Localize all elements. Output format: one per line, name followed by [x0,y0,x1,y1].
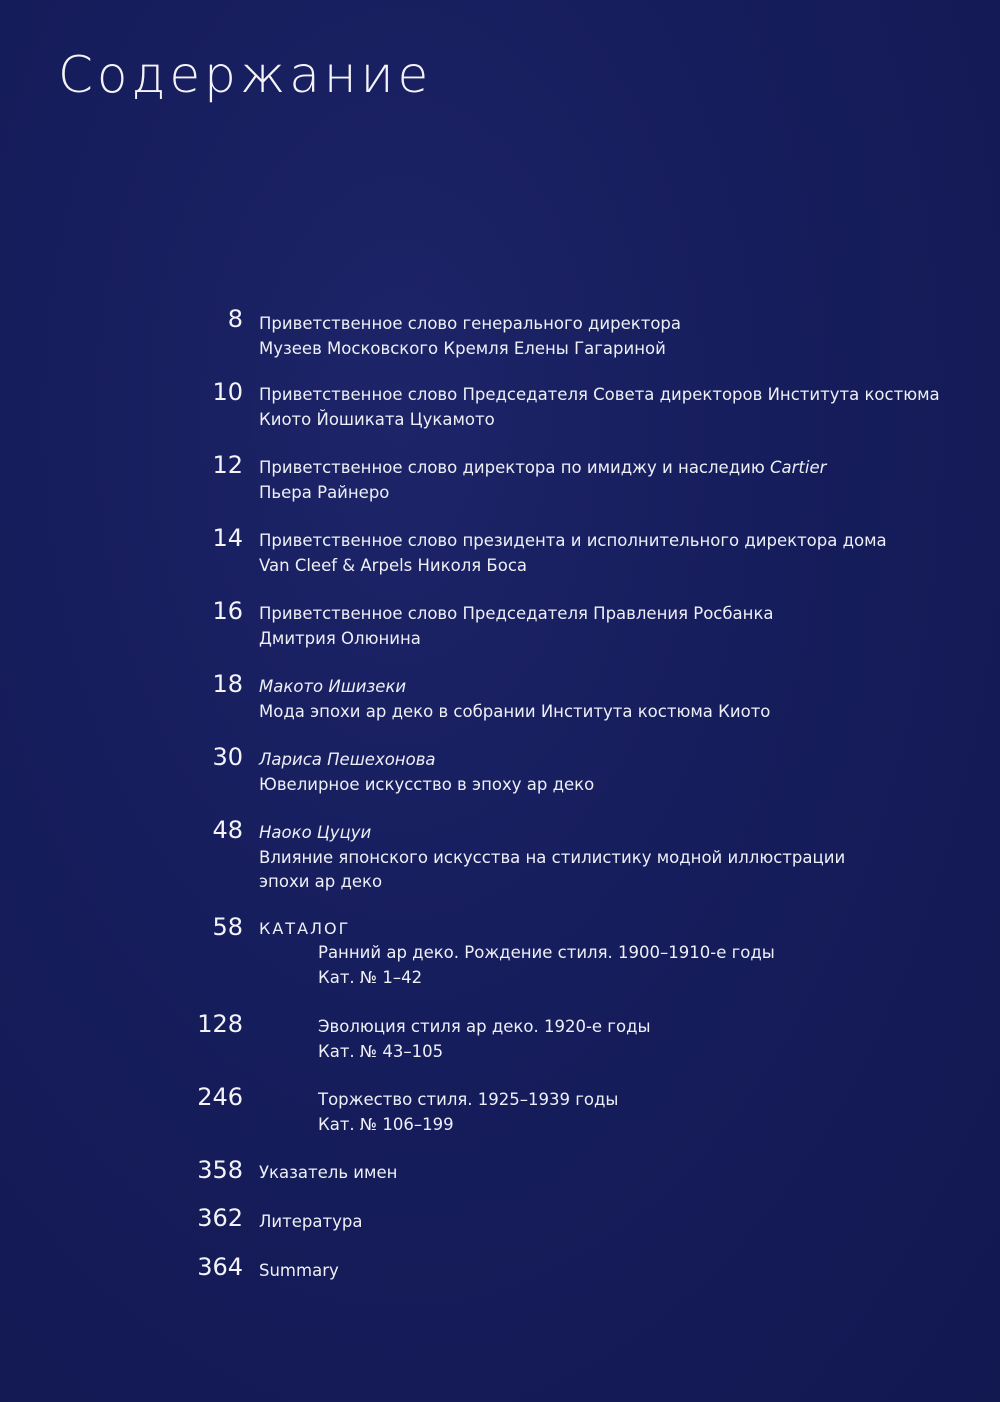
toc-entry-brand: Cartier [769,458,827,477]
toc-entry-text [259,602,774,651]
toc-entry-line: Ранний ар деко. Рождение стиля. 1900–1910-е годы [318,943,775,962]
toc-page-number: 358 [197,1156,243,1184]
toc-page-number: 18 [212,670,243,698]
toc-entry-text [259,1161,397,1186]
toc-entry-line: эпохи ар деко [259,872,383,891]
toc-entry-text [318,1088,618,1137]
toc-entry-text [259,675,770,724]
toc-page-number: 128 [197,1010,243,1038]
toc-entry-text [259,529,887,578]
toc-entry-line: Дмитрия Олюнина [259,628,421,648]
toc-entry-line: Торжество стиля. 1925–1939 годы [318,1090,619,1109]
toc-entry-line: Музеев Московского Кремля Елены Гагариной [259,338,666,358]
catalog-label: КАТАЛОГ [259,919,351,938]
toc-page-number: 8 [227,305,243,333]
toc-catalog-heading [259,917,350,942]
toc-entry-line: Влияние японского искусства на стилистику модной иллюстрации [259,847,846,867]
toc-page-number: 246 [197,1083,243,1111]
toc-entry-author: Макото Ишизеки [259,677,407,696]
toc-entry-line: Литература [259,1212,363,1231]
toc-entry-text [259,456,826,505]
toc-entry-line: Кат. № 43–105 [318,1041,444,1061]
toc-page-number: 30 [212,743,243,771]
toc-entry-line: Пьера Райнеро [259,482,390,502]
toc-entry-author: Лариса Пешехонова [259,750,436,769]
toc-page-number: 14 [212,524,243,552]
toc-entry-line: Van Cleef & Arpels Николя Боса [259,555,528,575]
toc-entry-line: Приветственное слово президента и исполнительного директора дома [259,531,887,550]
toc-entry-line: Кат. № 1–42 [318,967,423,987]
toc-entry-line: Приветственное слово генерального директора [259,314,682,333]
toc-entry-text [318,1015,651,1064]
toc-entry-line: Эволюция стиля ар деко. 1920-е годы [318,1017,651,1036]
toc-entry-text [259,1259,339,1284]
toc-entry-line: Киото Йошиката Цукамото [259,409,495,429]
toc-page-number: 362 [197,1204,243,1232]
toc-entry-line: Кат. № 106–199 [318,1114,454,1134]
toc-entry-text [259,821,845,895]
toc-entry-line: Приветственное слово Председателя Совета директоров Института костюма [259,385,940,404]
toc-entry-line [259,456,826,481]
toc-page-number: 58 [212,913,243,941]
toc-entry-line: Ювелирное искусство в эпоху ар деко [259,774,595,794]
toc-entry-author: Наоко Цуцуи [259,823,372,842]
toc-page-number: 48 [212,816,243,844]
toc-entry-line: Приветственное слово Председателя Правления Росбанка [259,604,774,623]
toc-page-number: 12 [212,451,243,479]
toc-page-number: 16 [212,597,243,625]
toc-entry-text [259,748,594,797]
toc-entry-line: Мода эпохи ар деко в собрании Института костюма Киото [259,701,771,721]
toc-entry-text [259,1210,362,1235]
toc-page-number: 364 [197,1253,243,1281]
toc-page-number: 10 [212,378,243,406]
toc-catalog-section[interactable] [318,941,775,990]
page-title: Содержание [58,46,433,104]
toc-entry-line: Указатель имен [259,1163,398,1182]
toc-entry-text [259,312,681,361]
toc-entry-line-prefix: Приветственное слово директора по имиджу и наследию [259,458,770,477]
toc-entry-text [259,383,940,432]
toc-entry-line: Summary [259,1261,339,1280]
